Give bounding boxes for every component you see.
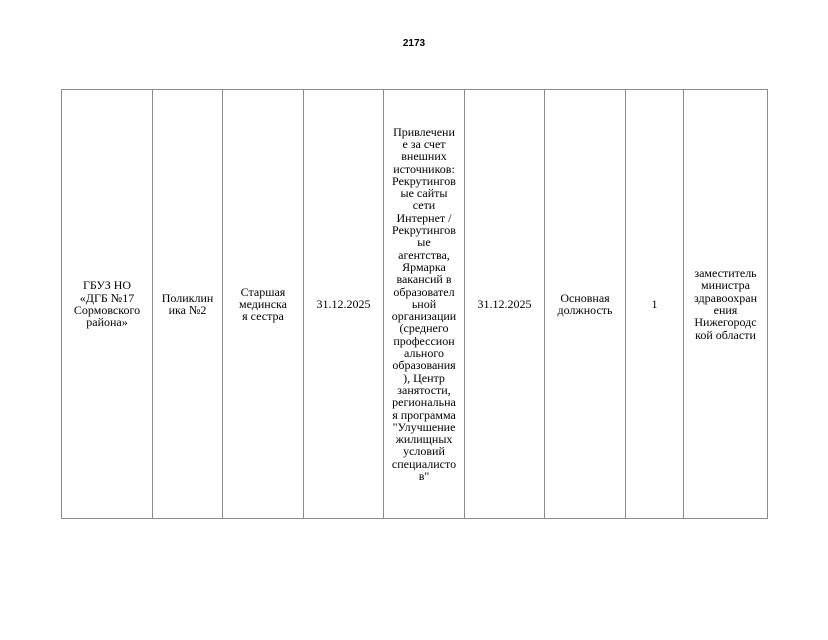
- count-cell: 1: [626, 90, 684, 519]
- recruitment-sources-cell: Привлечени е за счет внешних источников: Рекрутингов ые сайты сети Интернет / Рекрутингов ые агентства, Ярмарка вакансий в образовател ьной организации (среднего профессион ального образования ), Центр занятости, региональна я программа "Улучшение жилищных условий специалисто в": [384, 90, 465, 519]
- page-number: 2173: [402, 38, 426, 49]
- position-cell: Старшая мединска я сестра: [223, 90, 304, 519]
- department-cell: Поликлин ика №2: [153, 90, 223, 519]
- responsible-person-cell: заместитель министра здравоохран ения Нижегородс кой области: [684, 90, 768, 519]
- vacancy-table: [61, 89, 768, 519]
- position-type-cell: Основная должность: [545, 90, 626, 519]
- table-row: [62, 90, 768, 519]
- deadline-date-cell: 31.12.2025: [304, 90, 384, 519]
- completion-date-cell: 31.12.2025: [465, 90, 545, 519]
- organization-cell: ГБУЗ НО «ДГБ №17 Сормовского района»: [62, 90, 153, 519]
